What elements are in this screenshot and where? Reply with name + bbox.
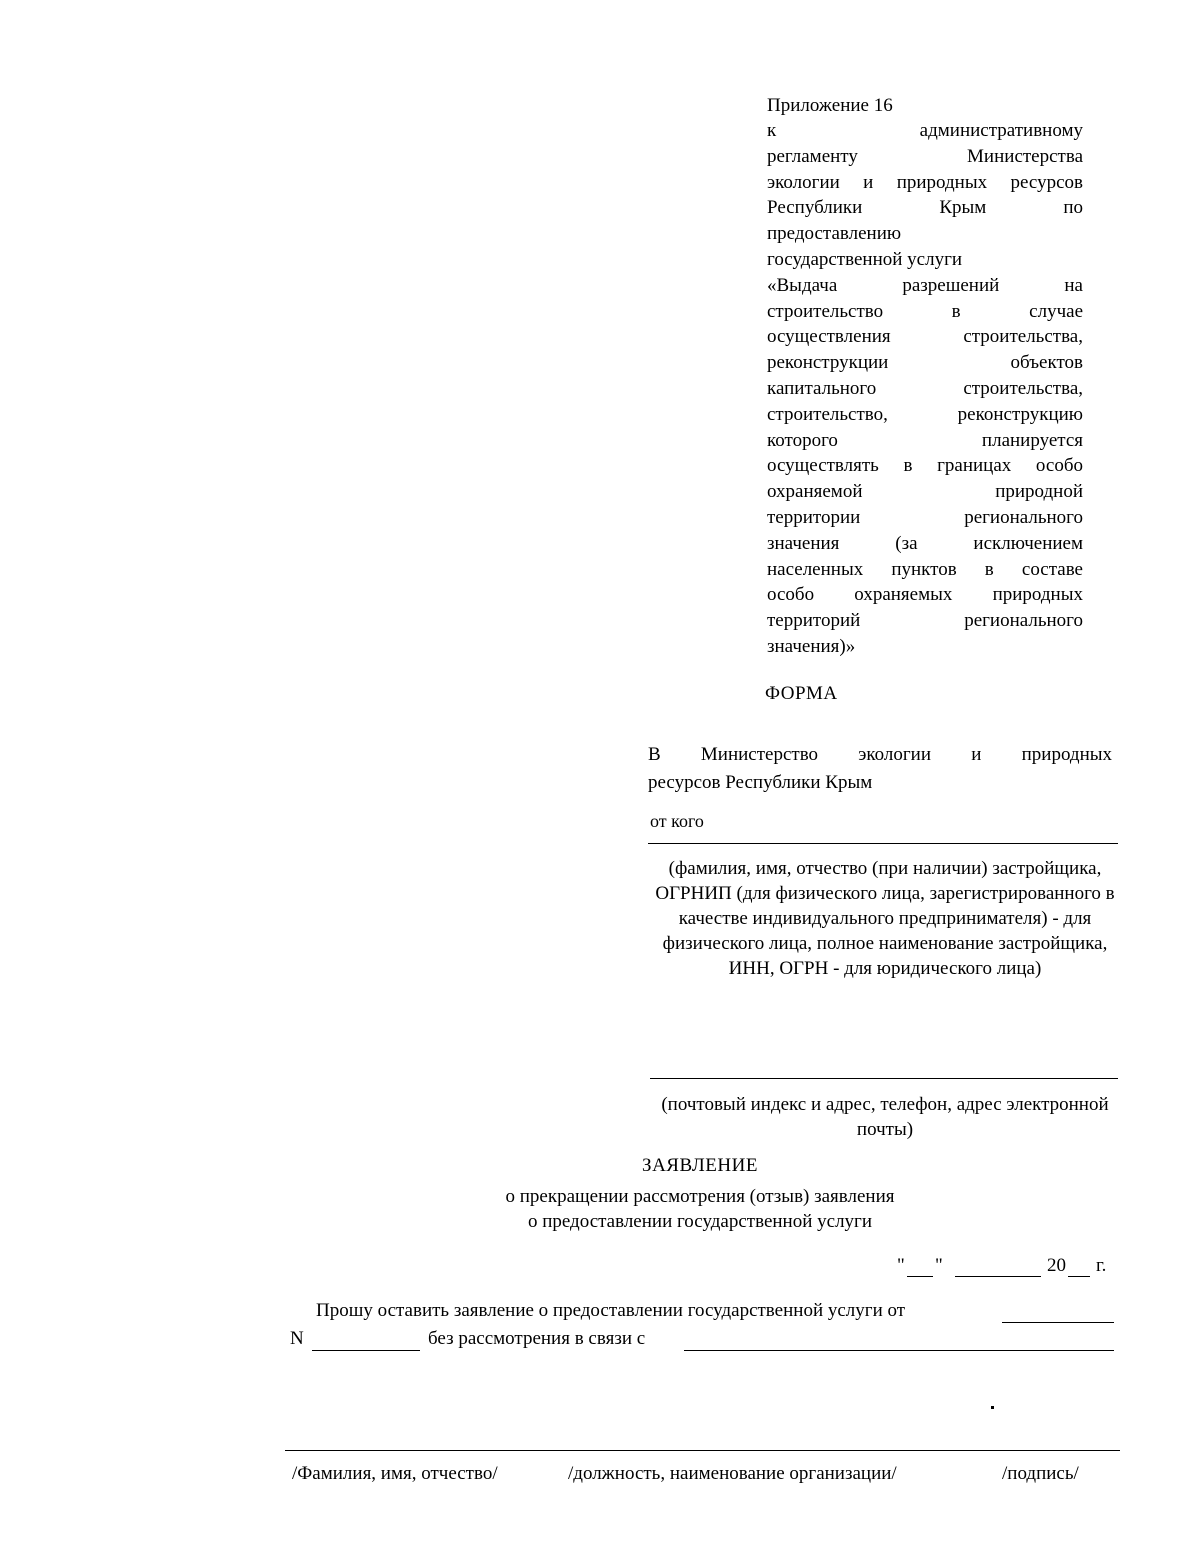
statement-title: ЗАЯВЛЕНИЕ [642, 1155, 758, 1176]
appendix-line: особо охраняемых природных [767, 584, 1083, 606]
date-month-field[interactable] [955, 1276, 1041, 1277]
appendix-line: населенных пунктов в составе [767, 558, 1083, 580]
appendix-title: Приложение 16 [767, 95, 893, 116]
application-number-field[interactable] [312, 1350, 420, 1351]
application-date-field[interactable] [1002, 1322, 1114, 1323]
signature-position-label: /должность, наименование организации/ [568, 1463, 897, 1484]
appendix-line: строительство, реконструкцию [767, 403, 1083, 425]
appendix-line: охраняемой природной [767, 481, 1083, 503]
request-text-line-2: без рассмотрения в связи с [428, 1328, 646, 1349]
address-caption: (почтовый индекс и адрес, телефон, адрес электронной почты) [661, 1094, 1109, 1140]
appendix-line: территории регионального [767, 507, 1083, 528]
recipient-block [648, 741, 1112, 797]
appendix-line: предоставлению [767, 223, 902, 245]
appendix-line: государственной услуги [767, 249, 963, 270]
number-label: N [290, 1328, 304, 1349]
appendix-line: Республики Крым по [767, 197, 1083, 219]
date-year-field[interactable] [1068, 1276, 1090, 1277]
statement-subtitle-2: о предоставлении государственной услуги [527, 1211, 873, 1232]
dot-mark [991, 1406, 994, 1409]
request-text-line-1: Прошу оставить заявление о предоставлении государственной услуги от [316, 1300, 906, 1321]
date-close-quote: " [935, 1255, 943, 1276]
appendix-line: капитального строительства, [767, 378, 1083, 399]
from-label: от кого [650, 811, 704, 831]
appendix-line: строительство в случае [767, 300, 1083, 322]
appendix-line: к административному [767, 120, 1083, 141]
form-label: ФОРМА [765, 683, 838, 704]
appendix-line: реконструкции объектов [767, 352, 1083, 374]
appendix-line: значения (за исключением [767, 532, 1083, 554]
date-year-suffix: г. [1096, 1255, 1107, 1276]
appendix-line: экологии и природных ресурсов [767, 171, 1083, 193]
appendix-line: «Выдача разрешений на [767, 274, 1083, 296]
applicant-caption: (фамилия, имя, отчество (при наличии) застройщика, ОГРНИП (для физического лица, зарегистрированного в качестве индивидуального предпринимателя) - для физического лица, полное наименование застройщика, ИНН, ОГРН - для юридического лица) [655, 858, 1115, 979]
date-year-prefix: 20 [1047, 1255, 1066, 1276]
statement-subtitle-1: о прекращении рассмотрения (отзыв) заявления [505, 1186, 895, 1207]
recipient-line-1: В Министерство экологии и природных [648, 744, 1112, 765]
appendix-line: которого планируется [767, 429, 1083, 451]
appendix-line: регламенту Министерства [767, 145, 1083, 167]
reason-field[interactable] [684, 1350, 1114, 1351]
appendix-line: территорий регионального [767, 610, 1083, 632]
appendix-line: осуществлять в границах особо [767, 455, 1083, 477]
signature-name-label: /Фамилия, имя, отчество/ [292, 1463, 498, 1484]
address-line[interactable] [650, 1078, 1118, 1079]
appendix-line: осуществления строительства, [767, 326, 1083, 348]
appendix-line: значения)» [767, 636, 856, 657]
date-day-field[interactable] [907, 1276, 933, 1277]
applicant-line[interactable] [648, 843, 1118, 844]
recipient-line-2: ресурсов Республики Крым [648, 772, 873, 793]
signature-sign-label: /подпись/ [1002, 1463, 1079, 1484]
date-open-quote: " [897, 1255, 905, 1276]
signature-line[interactable] [285, 1450, 1120, 1451]
